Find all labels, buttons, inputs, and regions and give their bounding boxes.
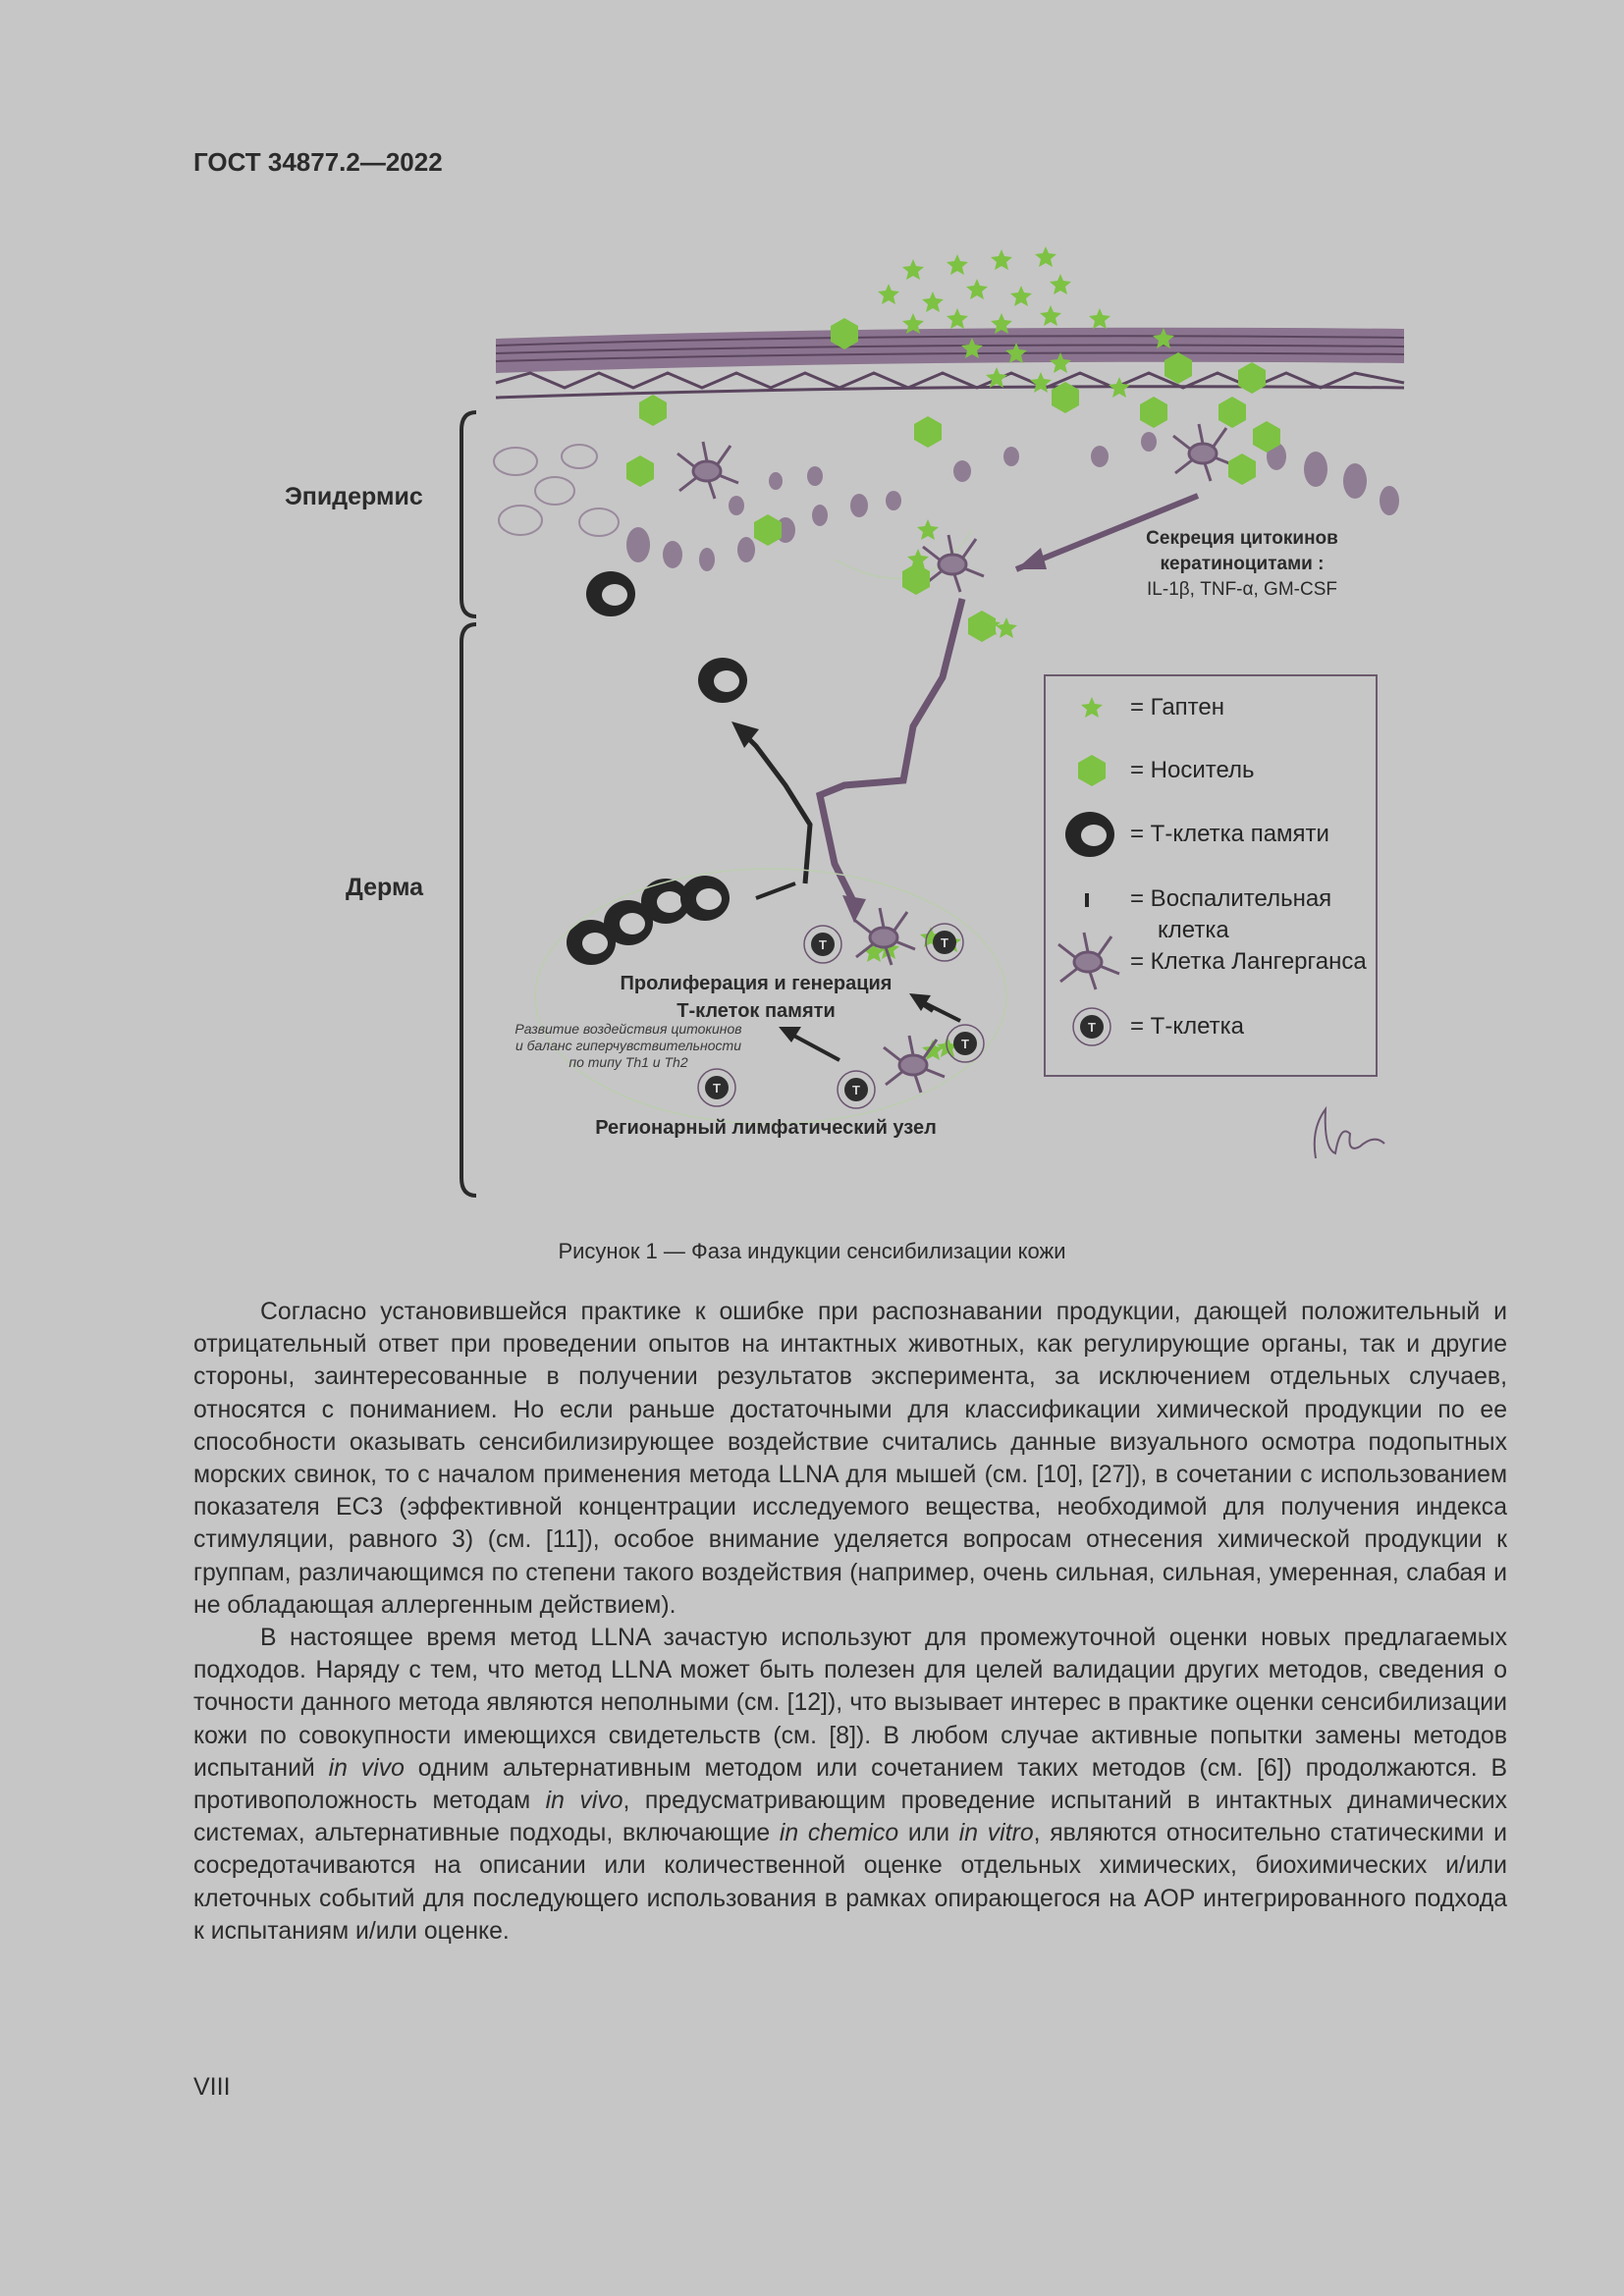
t-cell-letter: T [819,937,827,952]
label-proliferation [609,970,903,1025]
development-line: Развитие воздействия цитокинов [514,1021,742,1037]
label-lymph-node: Регионарный лимфатический узел [595,1117,937,1139]
label-derma: Дерма [346,874,424,901]
stratum-corneum [496,328,1404,398]
label-cytokine-secretion [1110,526,1375,603]
layer-brackets [461,412,476,1196]
development-line: по типу Th1 и Th2 [568,1054,688,1070]
proliferation-line: Т-клеток памяти [677,1000,836,1022]
t-cell-letter: T [1088,1020,1096,1035]
legend-langerhans-cell: = Клетка Лангерганса [1130,948,1367,975]
label-cytokine-development [481,1021,776,1071]
t-cell-letter: T [961,1037,969,1051]
figure-caption: Рисунок 1 — Фаза индукции сенсибилизации кожи [558,1239,1066,1263]
legend-inflammatory-line: = Воспалительная [1130,885,1332,912]
legend-t-cell: = Т-клетка [1130,1013,1245,1040]
secretion-line: IL-1β, TNF-α, GM-CSF [1147,579,1337,600]
development-line: и баланс гиперчувствительности [515,1038,741,1053]
secretion-line: кератиноцитами : [1160,554,1325,574]
t-cell-letter: T [852,1083,860,1097]
legend-memory-t-cell: = Т-клетка памяти [1130,821,1329,847]
page-number: VIII [193,2073,231,2101]
label-epidermis: Эпидермис [285,483,423,510]
memory-arrow [731,721,810,898]
legend-inflammatory-line: клетка [1158,917,1229,943]
legend-hapten: = Гаптен [1130,694,1224,721]
signature [1315,1109,1384,1158]
body-text [193,1296,1507,1948]
t-cell-letter: T [713,1081,721,1095]
proliferation-line: Пролиферация и генерация [620,973,893,994]
t-cell-letter: T [941,935,948,950]
memory-t-cells [567,571,747,965]
legend-carrier: = Носитель [1130,757,1255,783]
figure-skin-sensitization [285,236,1424,1198]
document-header: ГОСТ 34877.2—2022 [193,147,443,177]
secretion-line: Секреция цитокинов [1146,528,1338,549]
paragraph-2: В настоящее время метод LLNA зачастую используют для промежуточной оценки новых предлагаемых подходов. Наряду с тем, что метод LLNA может быть полезен для целей валидации других методов, сведения о точности данного метода являются неполными (см. [12]), что вызывает интерес в практике оценки сенсибилизации кожи по совокупности имеющихся свидетельств (см. [8]). В любом случае активные попытки замены методов испытаний in vivo одним альтернативным методом или сочетанием таких методов (см. [6]) продолжаются. В противоположность методам in vivo, предусматривающим проведение испытаний в интактных динамических системах, альтернативные подходы, включающие in chemico или in vitro, являются относительно статическими и сосредотачиваются на описании или количественной оценке отдельных химических, биохимических и/или клеточных событий для последующего использования в рамках опирающегося на AOP интегрированного подхода к испытаниям и/или оценке. [193,1625,1507,1945]
paragraph-1: Согласно установившейся практике к ошибке при распознавании продукции, дающей положительный и отрицательный ответ при проведении опытов на интактных животных, как регулирующие органы, так и другие стороны, заинтересованные в получении результатов эксперимента, за исключением отдельных случаев, относятся с пониманием. Но если раньше достаточными для классификации химической продукции по ее способности оказывать сенсибилизирующее воздействие считались данные визуального осмотра подопытных морских свинок, то с началом применения метода LLNA для мышей (см. [10], [27]), в сочетании с использованием показателя EC3 (эффективной концентрации исследуемого вещества, необходимой для получения индекса стимуляции, равного 3) (см. [11]), особое внимание уделяется вопросам отнесения химической продукции к группам, различающимся по степени такого воздействия (например, очень сильная, сильная, умеренная, слабая и не обладающая аллергенным действием). [193,1299,1507,1619]
legend-inflammatory-cell [1130,883,1331,946]
